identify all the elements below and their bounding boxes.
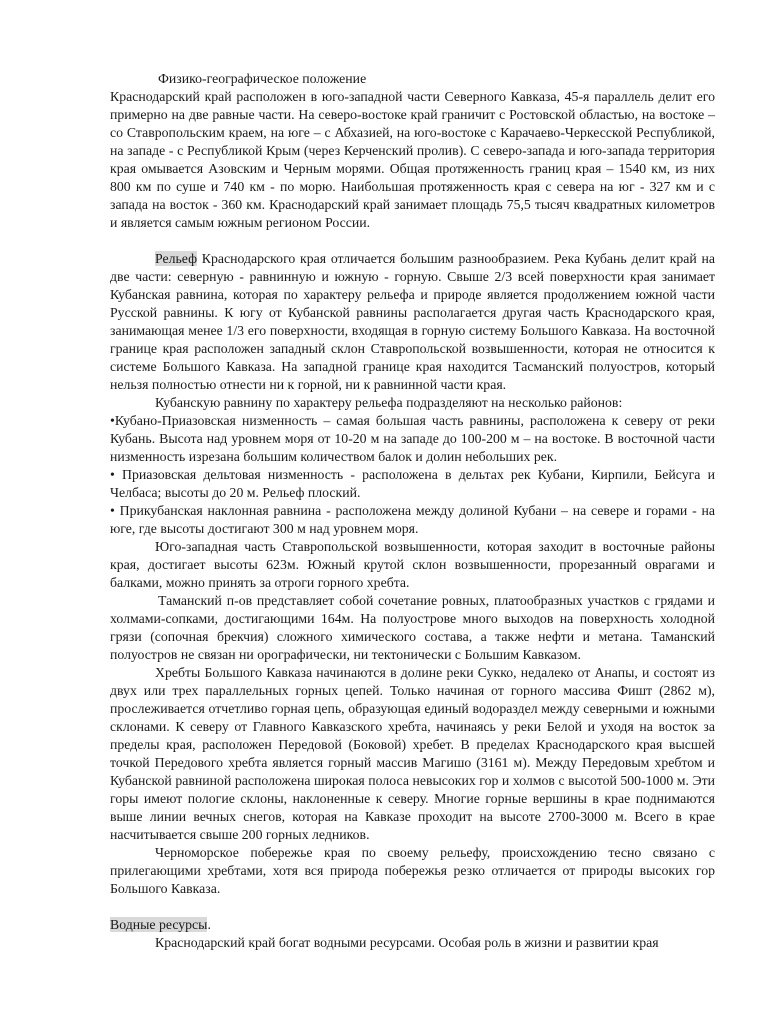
paragraph-caucasus-ridges: Хребты Большого Кавказа начинаются в долине реки Сукко, недалеко от Анапы, и состоят из двух или трех параллельных горных цепей. Только начиная от горного массива Фишт (2862 м), прослеживается отчетливо горная цепь, образующая единый водораздел между северными и южными склонами. К северу от Главного Кавказского хребта, начинаясь у реки Белой и уходя на восток за пределы края, расположен Передовой (Боковой) хребет. В пределах Краснодарского края высшей точкой Передового хребта является горный массив Магишо (3161 м). Между Передовым хребтом и Кубанской равниной расположена широкая полоса невысоких гор и холмов с высотой 500-1000 м. Эти горы имеют пологие склоны, наклоненные к северу. Многие горные вершины в крае поднимаются выше линии вечных снегов, которая на Кавказе проходит на высоте 2700-3000 м. Всего в крае насчитывается свыше 200 горных ледников.: [110, 665, 715, 842]
paragraph-relief: [110, 250, 715, 394]
document-body: [110, 70, 715, 952]
relief-text: Краснодарского края отличается большим разнообразием. Река Кубань делит край на две части: северную - равнинную и южную - горную. Свыше 2/3 всей поверхности края занимает Кубанская равнина, которая по характеру рельефа и природе является продолжением южной части Русской равнины. К югу от Кубанской равнины располагается другая часть Краснодарского края, занимающая менее 1/3 его поверхности, входящая в горную систему Большого Кавказа. На восточной границе края расположен западный склон Ставропольской возвышенности, которая не относится к системе Большого Кавказа. На западной границе края находится Тасманский полуостров, который нельзя полностью отнести ни к горной, ни к равнинной части края.: [110, 251, 715, 392]
section-heading-water-resources: [110, 916, 715, 934]
paragraph-water-resources: Краснодарский край богат водными ресурсами. Особая роль в жизни и развитии края: [155, 935, 659, 950]
paragraph-black-sea-coast: Черноморское побережье края по своему рельефу, происхождению тесно связано с прилегающими хребтами, хотя вся природа побережья резко отличается от природы высоких гор Большого Кавказа.: [110, 845, 715, 896]
paragraph-location: Краснодарский край расположен в юго-западной части Северного Кавказа, 45-я параллель делит его примерно на две равные части. На северо-востоке край граничит с Ростовской областью, на востоке – со Ставропольским краем, на юге – с Абхазией, на юго-востоке с Карачаево-Черкесской Республикой, на западе - с Республикой Крым (через Керченский пролив). С северо-запада и юго-запада территория края омывается Азовским и Черным морями. Общая протяженность границ края – 1540 км, из них 800 км по суше и 740 км - по морю. Наибольшая протяженность края с севера на юг - 327 км и с запада на восток - 360 км. Краснодарский край занимает площадь 75,5 тысяч квадратных километров и является самым южным регионом России.: [110, 89, 715, 230]
bullet-prikuban-plain: • Прикубанская наклонная равнина - расположена между долиной Кубани – на севере и горами - на юге, где высоты достигают 300 м над уровнем моря.: [110, 503, 715, 536]
bullet-kuban-azov-lowland: •Кубано-Приазовская низменность – самая большая часть равнины, расположена к северу от реки Кубань. Высота над уровнем моря от 10-20 м на западе до 100-200 м – на востоке. В восточной части низменность изрезана большим количеством балок и долин небольших рек.: [110, 413, 715, 464]
paragraph-gap: [110, 232, 715, 250]
highlighted-term-water-resources: Водные ресурсы: [110, 917, 208, 932]
paragraph-stavropol-upland: Юго-западная часть Ставропольской возвышенности, которая заходит в восточные районы края, достигает высоты 623м. Южный крутой склон возвышенности, прорезанный оврагами и балками, можно принять за отроги горного хребта.: [110, 539, 715, 590]
paragraph-taman-peninsula: Таманский п-ов представляет собой сочетание ровных, платообразных участков с грядами и холмами-сопками, достигающими 164м. На полуострове много выходов на поверхность холодной грязи (сопочная брекчия) сложного химического состава, а также нефти и метана. Таманский полуостров не связан ни орографически, ни тектонически с Большим Кавказом.: [110, 593, 715, 662]
section-heading-physical-geography: Физико-географическое положение: [158, 71, 367, 86]
paragraph-plain-intro: Кубанскую равнину по характеру рельефа подразделяют на несколько районов:: [155, 395, 623, 410]
highlighted-term-relief: Рельеф: [155, 251, 198, 266]
paragraph-gap: [110, 898, 715, 916]
water-heading-suffix: .: [207, 917, 211, 932]
bullet-azov-delta-lowland: • Приазовская дельтовая низменность - расположена в дельтах рек Кубани, Кирпили, Бейсуга и Челбаса; высоты до 20 м. Рельеф плоский.: [110, 467, 715, 500]
